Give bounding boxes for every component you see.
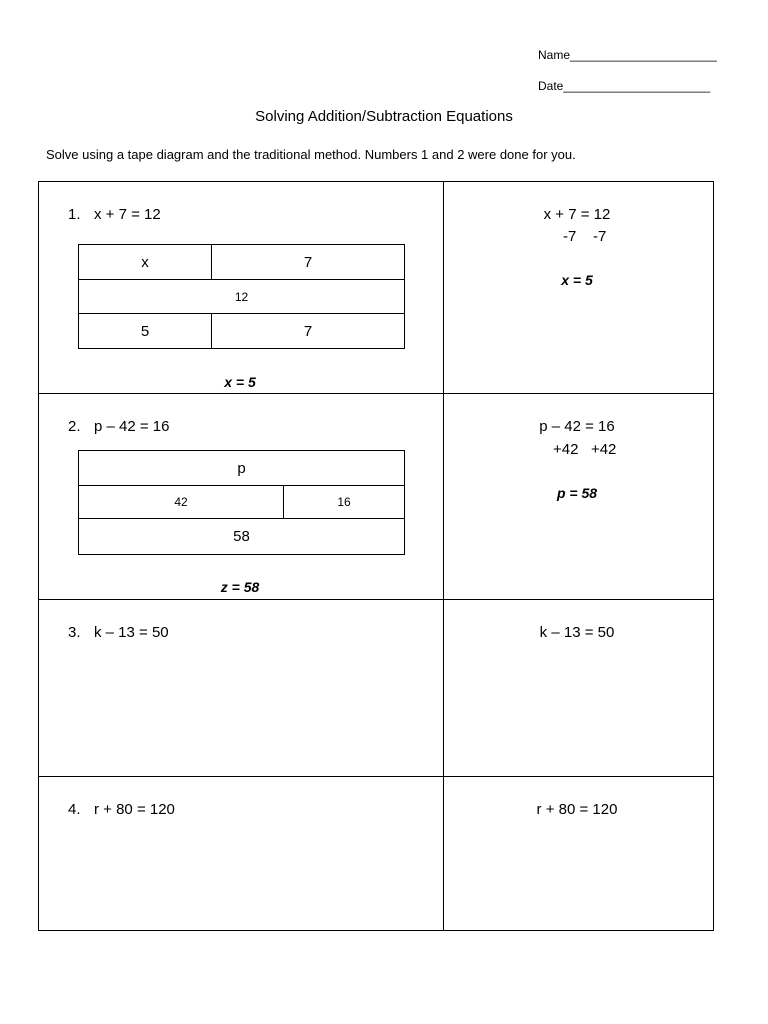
tape-cell: 5: [78, 313, 212, 349]
tape-answer-2: z = 58: [220, 579, 260, 595]
problem-4-equation: [68, 801, 175, 818]
tape-cell: 58: [78, 518, 405, 555]
tape-cell: 12: [78, 279, 405, 314]
tape-answer-1: x = 5: [224, 374, 256, 390]
tape-diagram-1: [78, 244, 405, 349]
date-field[interactable]: Date______________________: [538, 79, 711, 93]
name-field[interactable]: Name______________________: [538, 48, 717, 62]
traditional-equation-3: k – 13 = 50: [539, 624, 615, 641]
tape-cell: p: [78, 450, 405, 486]
traditional-step-1: -7 -7: [563, 228, 607, 245]
problem-number: 2.: [68, 418, 81, 435]
row-divider: [38, 599, 714, 600]
traditional-equation-4: r + 80 = 120: [536, 801, 618, 818]
tape-diagram-2: [78, 450, 405, 555]
worksheet-title: Solving Addition/Subtraction Equations: [255, 108, 513, 125]
tape-cell: 42: [78, 485, 284, 519]
tape-cell: 16: [283, 485, 405, 519]
equation-text: r + 80 = 120: [94, 801, 175, 818]
problem-2-equation: [68, 418, 169, 435]
traditional-equation-2: p – 42 = 16: [539, 418, 615, 435]
instructions: Solve using a tape diagram and the traditional method. Numbers 1 and 2 were done for you.: [46, 147, 576, 162]
tape-cell: x: [78, 244, 212, 280]
problem-3-equation: [68, 624, 169, 641]
equation-text: x + 7 = 12: [94, 206, 161, 223]
traditional-answer-1: x = 5: [561, 272, 593, 288]
row-divider: [38, 776, 714, 777]
problem-number: 3.: [68, 624, 81, 641]
problem-1-equation: [68, 206, 161, 223]
tape-cell: 7: [211, 244, 405, 280]
problem-number: 1.: [68, 206, 81, 223]
problem-number: 4.: [68, 801, 81, 818]
equation-text: p – 42 = 16: [94, 418, 170, 435]
equation-text: k – 13 = 50: [94, 624, 169, 641]
traditional-equation-1: x + 7 = 12: [543, 206, 611, 223]
tape-cell: 7: [211, 313, 405, 349]
traditional-step-2: +42 +42: [553, 441, 617, 458]
traditional-answer-2: p = 58: [556, 485, 598, 501]
column-divider: [443, 181, 444, 931]
row-divider: [38, 393, 714, 394]
